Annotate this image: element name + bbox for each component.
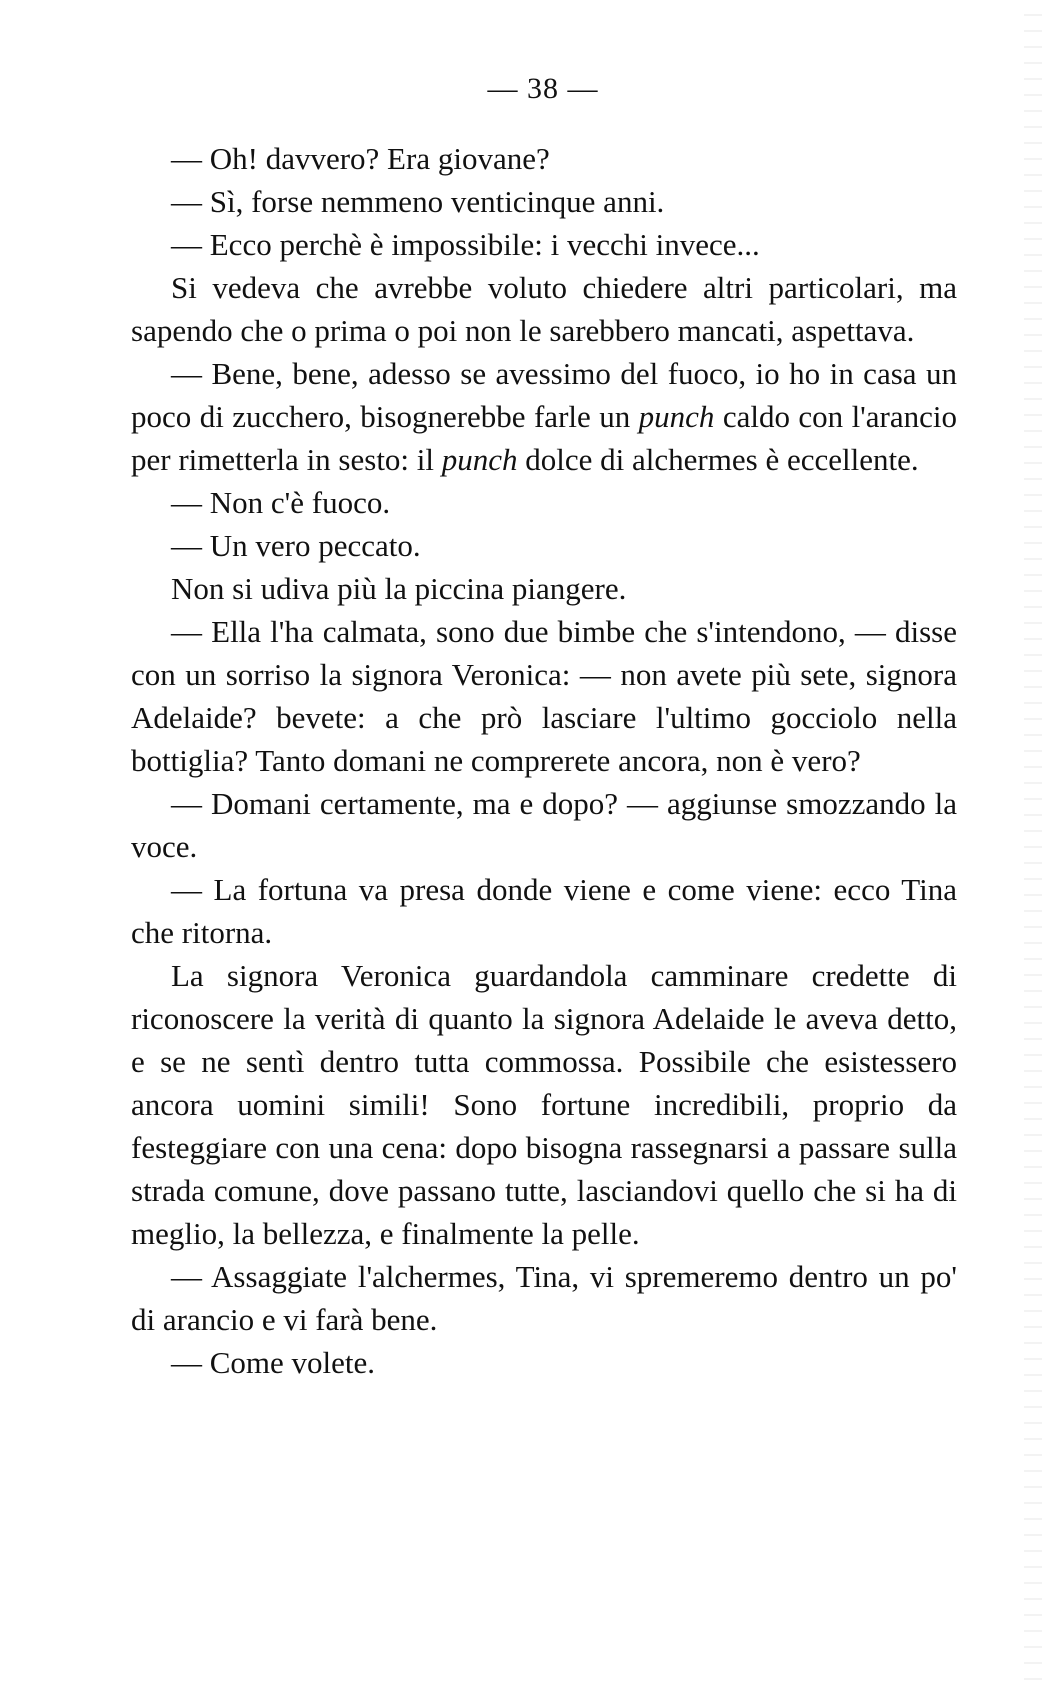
paragraph-11: — La fortuna va presa donde viene e come viene: ecco Tina che ritorna. bbox=[131, 872, 957, 950]
paragraph-13: — Assaggiate l'alchermes, Tina, vi spremeremo dentro un po' di arancio e vi farà bene. bbox=[131, 1259, 957, 1337]
italic-word-punch-1: punch bbox=[638, 399, 715, 434]
page-edge-scan-noise bbox=[1024, 0, 1042, 1685]
paragraph-3: — Ecco perchè è impossibile: i vecchi invece... bbox=[171, 227, 760, 262]
paragraph-12: La signora Veronica guardandola camminare credette di riconoscere la verità di quanto la signora Adelaide le aveva detto, e se ne sentì dentro tutta commossa. Possibile che esistessero ancora uomini simili! Sono fortune incredibili, proprio da festeggiare con una cena: dopo bisogna rassegnarsi a passare sulla strada comune, dove passano tutte, lasciandovi quello che si ha di meglio, la bellezza, e finalmente la pelle. bbox=[131, 958, 957, 1251]
paragraph-14: — Come volete. bbox=[171, 1345, 376, 1380]
page-number: — 38 — bbox=[487, 72, 599, 105]
paragraph-8: Non si udiva più la piccina piangere. bbox=[171, 571, 627, 606]
paragraph-10: — Domani certamente, ma e dopo? — aggiunse smozzando la voce. bbox=[131, 786, 957, 864]
page-text bbox=[131, 137, 957, 1384]
paragraph-5 bbox=[131, 352, 957, 481]
paragraph-4: Si vedeva che avrebbe voluto chiedere altri particolari, ma sapendo che o prima o poi non le sarebbero mancati, aspettava. bbox=[131, 270, 957, 348]
paragraph-9: — Ella l'ha calmata, sono due bimbe che s'intendono, — disse con un sorriso la signora Veronica: — non avete più sete, signora Adelaide? bevete: a che prò lasciare l'ultimo gocciolo nella bottiglia? Tanto domani ne comprerete ancora, non è vero? bbox=[131, 614, 957, 778]
paragraph-6: — Non c'è fuoco. bbox=[171, 485, 391, 520]
paragraph-1: — Oh! davvero? Era giovane? bbox=[171, 141, 550, 176]
paragraph-5-part-3: dolce di alchermes è eccellente. bbox=[517, 442, 919, 477]
paragraph-2: — Sì, forse nemmeno venticinque anni. bbox=[171, 184, 665, 219]
paragraph-5-part-2: caldo con l'arancio per rimetterla in sesto: il bbox=[131, 399, 957, 477]
paragraph-7: — Un vero peccato. bbox=[171, 528, 421, 563]
italic-word-punch-2: punch bbox=[441, 442, 518, 477]
paragraph-5-part-1: — Bene, bene, adesso se avessimo del fuoco, io ho in casa un poco di zucchero, bisognerebbe farle un bbox=[131, 356, 957, 434]
